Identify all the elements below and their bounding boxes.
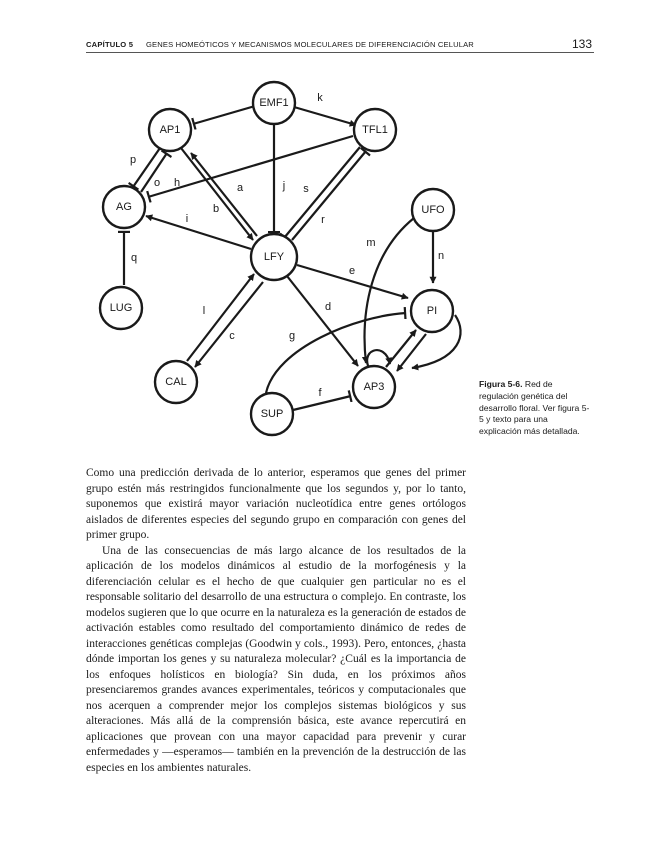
node-label-ap1: AP1 — [159, 124, 181, 136]
edge-label-n: n — [437, 250, 445, 262]
chapter-title: GENES HOMEÓTICOS Y MECANISMOS MOLECULARES DE DIFERENCIACIÓN CELULAR — [146, 40, 474, 49]
node-label-cal: CAL — [165, 376, 187, 388]
paragraph-1: Como una predicción derivada de lo anterior, esperamos que genes del primer grupo estén más restringidos funcionalmente que los segundos y, por lo tanto, suponemos que existirá mayor variación nucleotídica entre genes ortólogos aislados de diferentes especies del segundo grupo en comparación con genes del primer grupo. — [86, 467, 466, 541]
edge-label-a: a — [236, 182, 244, 194]
edge-label-o: o — [153, 177, 161, 189]
edge-label-g: g — [288, 330, 296, 342]
edge-label-j: j — [282, 180, 286, 192]
edge-lfy-ap1 — [191, 153, 257, 236]
caption-label: Figura 5-6. — [479, 379, 523, 389]
edge-label-c: c — [229, 330, 235, 342]
edge-lfy-ag — [146, 216, 251, 249]
node-label-ag: AG — [116, 201, 132, 213]
edge-label-m: m — [366, 237, 376, 249]
edge-label-e: e — [348, 265, 356, 277]
edge-label-i: i — [185, 213, 189, 225]
node-label-lfy: LFY — [263, 251, 285, 263]
edge-sup-ap3 — [293, 396, 351, 410]
node-label-tfl1: TFL1 — [362, 124, 388, 136]
edge-label-q: q — [130, 252, 138, 264]
figure-caption — [479, 379, 591, 438]
chapter-number: CAPÍTULO 5 — [86, 40, 134, 49]
node-label-lug: LUG — [109, 302, 133, 314]
edge-label-l: l — [202, 305, 206, 317]
edge-lfy-tfl1 — [292, 151, 366, 240]
edge-lfy-cal — [195, 282, 263, 367]
edge-label-s: s — [303, 183, 309, 195]
node-label-ap3: AP3 — [363, 381, 385, 393]
edge-ap1-lfy — [181, 148, 253, 240]
edge-label-h: h — [173, 177, 181, 189]
edge-label-p: p — [129, 154, 137, 166]
edge-label-f: f — [318, 387, 322, 399]
caption-text: Red de regulación genética del desarrollo floral. Ver figura 5-5 y texto para una explicación más detallada. — [479, 379, 590, 437]
node-label-pi: PI — [426, 305, 438, 317]
page-number: 133 — [571, 37, 592, 51]
node-label-ufo: UFO — [421, 204, 445, 216]
edge-emf1-ap1 — [193, 106, 255, 124]
edge-label-b: b — [212, 203, 220, 215]
node-label-emf1: EMF1 — [259, 97, 289, 109]
edge-emf1-tfl1 — [294, 107, 356, 125]
paragraph-2: Una de las consecuencias de más largo alcance de los resultados de la aplicación de los modelos dinámicos al estudio de la morfogénesis y la diferenciación celular es el hecho de que cualquier gen particular no es el responsable solitario del desarrollo de una estructura o complejo. En contraste, los modelos sugieren que lo que ocurre en la naturaleza es la generación de estados de activación estables como resultado del comportamiento dinámico de redes de interacciones genéticas complejas (Goodwin y cols., 1993). Pero, entonces, ¿hasta dónde importan los genes y su naturaleza molecular? ¿Cuál es la importancia de los enfoques holísticos en biología? Sin duda, en los próximos años presenciaremos grandes avances experimentales, teóricos y computacionales que nos acerquen a comprender mejor los complejos sistemas biológicos y sus alteraciones. Más allá de la comprensión básica, este avance repercutirá en aplicaciones que provean con una mayor capacidad para prevenir y curar enfermedades y —esperamos— también en la prevención de la destrucción de las especies en los ambientes naturales. — [86, 544, 466, 774]
edge-label-k: k — [317, 92, 323, 104]
body-text — [86, 466, 466, 776]
edge-label-r: r — [321, 214, 325, 226]
node-label-sup: SUP — [260, 408, 284, 420]
edge-cal-lfy — [187, 274, 254, 361]
edge-label-d: d — [324, 301, 332, 313]
